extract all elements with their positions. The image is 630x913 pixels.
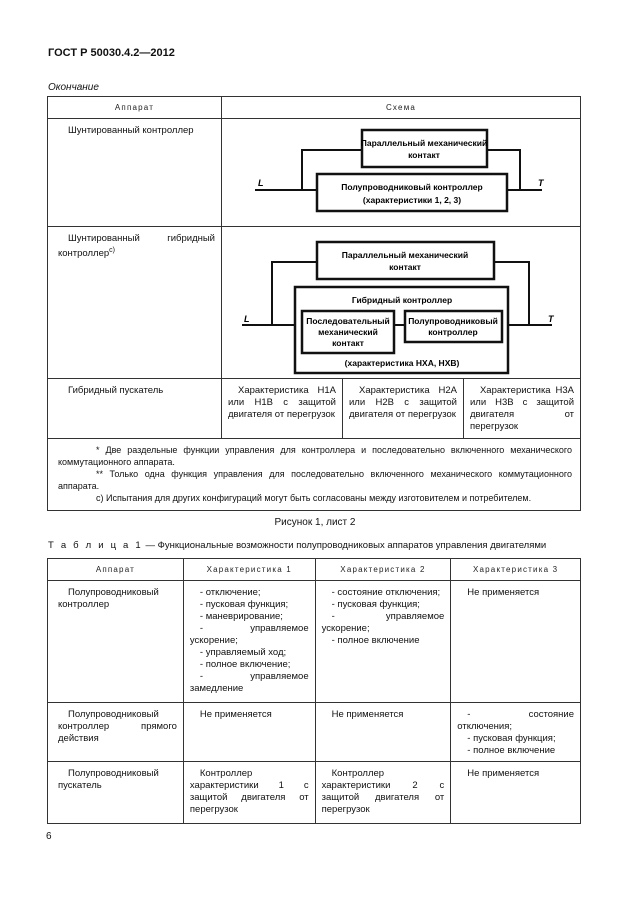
col-header-device: Аппарат	[48, 97, 222, 119]
list-item: - управляемое замедление	[189, 671, 309, 694]
t1-row1-device: Полупроводниковый контроллер	[48, 581, 184, 703]
t1-col-char2: Характеристика 2	[315, 559, 451, 581]
t1-row2-device: Полупроводниковый контроллер прямого действия	[48, 703, 184, 762]
parallel-contact-box	[362, 130, 487, 167]
list-item: - управляемое ускорение;	[189, 623, 309, 646]
t1-row3-device: Полупроводниковый пускатель	[48, 762, 184, 824]
device-bypass-controller: Шунтированный контроллер	[48, 119, 222, 227]
list-item: - управляемое ускорение;	[321, 611, 445, 634]
hybrid-starter-h3: Характеристика Н3А или Н3В с защитой двигателя от перегрузок	[463, 379, 580, 439]
document-header: ГОСТ Р 50030.4.2—2012	[48, 47, 175, 59]
continuation-label: Окончание	[48, 82, 99, 93]
parallel-contact-line1: Параллельный механический	[360, 138, 488, 148]
terminal-t: T	[548, 314, 554, 324]
device-bypass-hybrid-label: Шунтированный гибридный контроллер	[58, 233, 215, 260]
t1-col-device: Аппарат	[48, 559, 184, 581]
list-item: - отключение;	[199, 587, 261, 598]
figure-caption: Рисунок 1, лист 2	[274, 517, 356, 528]
t1-col-char3: Характеристика 3	[451, 559, 581, 581]
list-item: - управляемый ход;	[199, 647, 287, 658]
t1-row2-char3	[451, 703, 581, 762]
t1-row3-char3: Не применяется	[451, 762, 581, 824]
device-bypass-hybrid-controller	[48, 227, 222, 379]
note-3: c) Испытания для других конфигураций могут быть согласованы между изготовителем и потребителем.	[96, 493, 532, 503]
table-title	[48, 540, 546, 551]
page-number: 6	[46, 831, 52, 842]
t1-row2-char1: Не применяется	[183, 703, 315, 762]
series-contact-line1: Последовательный	[306, 316, 390, 326]
list-item: - пусковая функция;	[199, 599, 289, 610]
hybrid-controller-title: Гибридный контроллер	[351, 295, 453, 305]
semiconductor-controller-box	[317, 174, 507, 211]
semiconductor-controller-line2: контроллер	[428, 327, 478, 337]
device-hybrid-starter: Гибридный пускатель	[48, 379, 222, 439]
list-item: - полное включение	[331, 635, 420, 646]
bypass-hybrid-diagram	[222, 227, 579, 378]
hybrid-starter-h2: Характеристика Н2А или Н2В с защитой двигателя от перегрузок	[342, 379, 463, 439]
note-1: * Две раздельные функции управления для контроллера и последовательно включенного механического коммутационного аппарата.	[58, 445, 572, 467]
list-item: - пусковая функция;	[467, 733, 556, 744]
t1-col-char1: Характеристика 1	[183, 559, 315, 581]
list-item: - полное включение;	[199, 659, 291, 670]
t1-row3-char1: Контроллер характеристики 1 с защитой двигателя от перегрузок	[183, 762, 315, 824]
t1-row1-char1	[183, 581, 315, 703]
hybrid-starter-h1: Характеристика Н1А или Н1В с защитой двигателя от перегрузок	[222, 379, 343, 439]
table-title-number: Т а б л и ц а 1	[48, 540, 143, 551]
figure-notes	[48, 439, 581, 511]
scheme-cell-1	[222, 119, 581, 227]
list-item: - состояние отключения;	[457, 709, 574, 732]
col-header-scheme: Схема	[222, 97, 581, 119]
terminal-l: L	[258, 178, 264, 188]
t1-row3-char2: Контроллер характеристики 2 с защитой двигателя от перегрузок	[315, 762, 451, 824]
scheme-cell-2	[222, 227, 581, 379]
terminal-l: L	[244, 314, 250, 324]
t1-row1-char2	[315, 581, 451, 703]
series-contact-line3: контакт	[332, 338, 364, 348]
t1-row2-char2: Не применяется	[315, 703, 451, 762]
parallel-contact-line2: контакт	[389, 262, 421, 272]
parallel-contact-line1: Параллельный механический	[341, 250, 469, 260]
list-item: - состояние отключения;	[331, 587, 441, 598]
bypass-controller-diagram	[222, 119, 579, 226]
table-1	[47, 558, 581, 824]
table-title-text: — Функциональные возможности полупроводниковых аппаратов управления двигателями	[142, 540, 547, 551]
list-item: - полное включение	[467, 745, 556, 756]
figure-table	[47, 96, 581, 511]
parallel-contact-box	[317, 242, 494, 279]
list-item: - маневрирование;	[199, 611, 283, 622]
device-bypass-hybrid-sup: c)	[109, 247, 115, 254]
hybrid-characteristic-note: (характеристика HXA, HXB)	[344, 358, 460, 368]
semiconductor-controller-line2: (характеристики 1, 2, 3)	[362, 195, 462, 205]
terminal-t: T	[538, 178, 544, 188]
note-2: ** Только одна функция управления для последовательно включенного механического коммутационного аппарата.	[58, 469, 572, 491]
t1-row1-char3: Не применяется	[451, 581, 581, 703]
series-contact-line2: механический	[318, 327, 378, 337]
semiconductor-controller-line1: Полупроводниковый контроллер	[341, 182, 483, 192]
parallel-contact-line2: контакт	[408, 150, 440, 160]
list-item: - пусковая функция;	[331, 599, 420, 610]
semiconductor-controller-line1: Полупроводниковый	[408, 316, 498, 326]
